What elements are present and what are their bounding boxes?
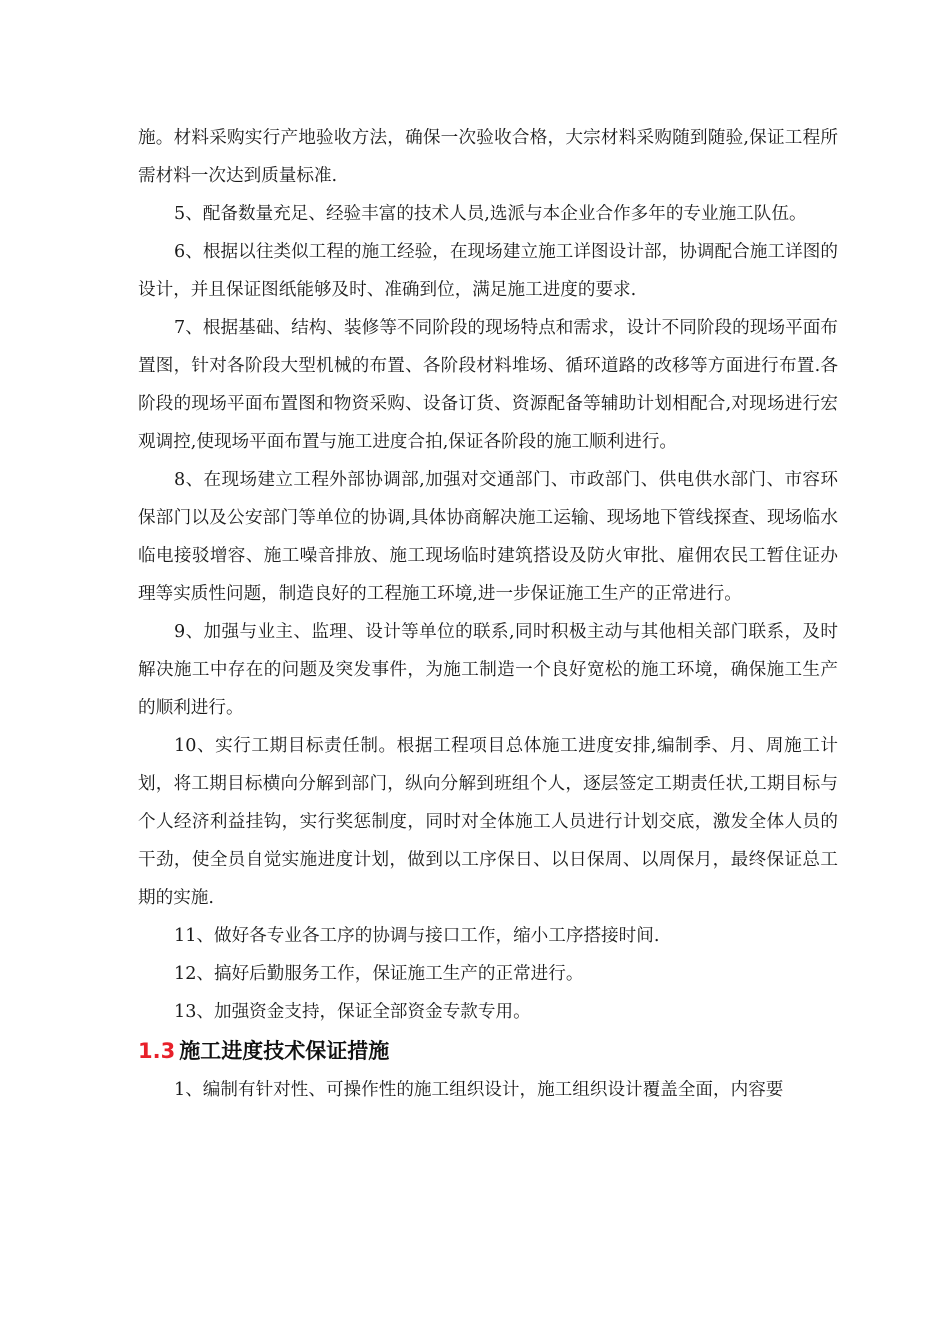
section-title: 施工进度技术保证措施 (179, 1039, 390, 1063)
paragraph-continuation: 施。材料采购实行产地验收方法，确保一次验收合格，大宗材料采购随到随验,保证工程所需材料一次达到质量标准. (138, 128, 838, 186)
list-item-11: 11、做好各专业各工序的协调与接口工作，缩小工序搭接时间. (174, 926, 660, 946)
list-item-6: 6、根据以往类似工程的施工经验，在现场建立施工详图设计部，协调配合施工详图的设计，并且保证图纸能够及时、准确到位，满足施工进度的要求. (138, 242, 838, 300)
list-item-7: 7、根据基础、结构、装修等不同阶段的现场特点和需求，设计不同阶段的现场平面布置图，针对各阶段大型机械的布置、各阶段材料堆场、循环道路的改移等方面进行布置.各阶段的现场平面布置图和物资采购、设备订货、资源配备等辅助计划相配合,对现场进行宏观调控,使现场平面布置与施工进度合拍,保证各阶段的施工顺利进行。 (138, 318, 838, 452)
list-item-12: 12、搞好后勤服务工作，保证施工生产的正常进行。 (174, 964, 584, 984)
list-item-1: 1、编制有针对性、可操作性的施工组织设计，施工组织设计覆盖全面，内容要 (174, 1080, 784, 1100)
list-item-9: 9、加强与业主、监理、设计等单位的联系,同时积极主动与其他相关部门联系，及时解决施工中存在的问题及突发事件，为施工制造一个良好宽松的施工环境，确保施工生产的顺利进行。 (138, 622, 838, 718)
list-item-13: 13、加强资金支持，保证全部资金专款专用。 (174, 1002, 531, 1022)
list-item-8: 8、在现场建立工程外部协调部,加强对交通部门、市政部门、供电供水部门、市容环保部门以及公安部门等单位的协调,具体协商解决施工运输、现场地下管线探查、现场临水临电接驳增容、施工噪音排放、施工现场临时建筑搭设及防火审批、雇佣农民工暂住证办理等实质性问题，制造良好的工程施工环境,进一步保证施工生产的正常进行。 (138, 470, 838, 604)
document-body (138, 119, 838, 1109)
list-item-10: 10、实行工期目标责任制。根据工程项目总体施工进度安排,编制季、月、周施工计划，将工期目标横向分解到部门，纵向分解到班组个人，逐层签定工期责任状,工期目标与个人经济利益挂钩，实行奖惩制度，同时对全体施工人员进行计划交底，激发全体人员的干劲，使全员自觉实施进度计划，做到以工序保日、以日保周、以周保月，最终保证总工期的实施. (138, 736, 838, 908)
list-item-5: 5、配备数量充足、经验丰富的技术人员,选派与本企业合作多年的专业施工队伍。 (174, 204, 807, 224)
section-number: 1.3 (138, 1039, 176, 1063)
section-heading (138, 1031, 838, 1071)
